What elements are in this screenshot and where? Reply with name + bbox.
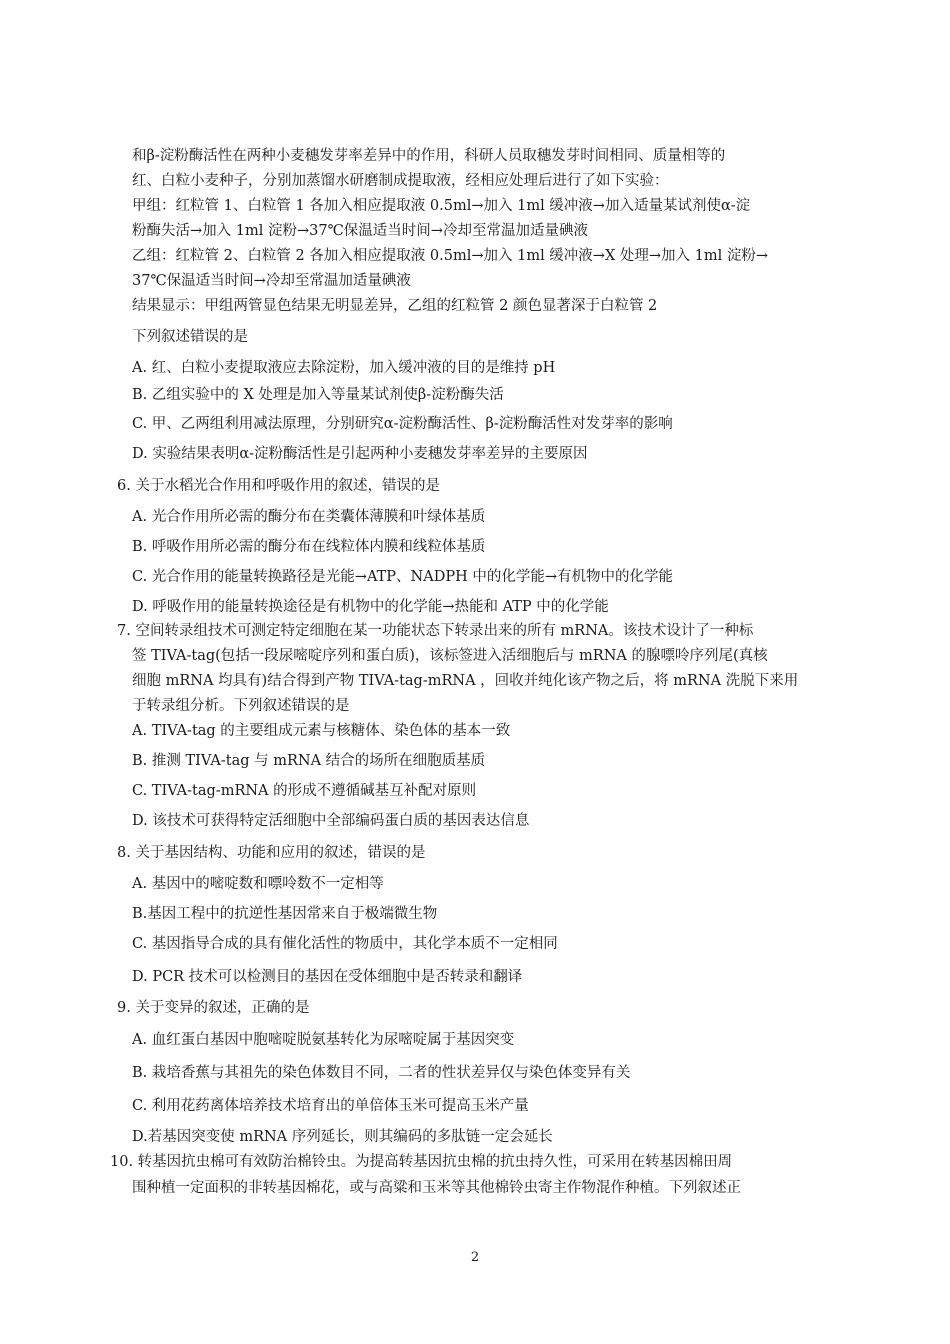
intro-line: 乙组：红粒管 2、白粒管 2 各加入相应提取液 0.5ml→加入 1ml 缓冲液→X 处理→加入 1ml 淀粉→ (132, 248, 769, 264)
question-10-stem: 围种植一定面积的非转基因棉花，或与高粱和玉米等其他棉铃虫寄主作物混作种植。下列叙述正 (132, 1180, 741, 1196)
question-7-stem: 细胞 mRNA 均具有)结合得到产物 TIVA-tag-mRNA ，回收并纯化该产物之后，将 mRNA 洗脱下来用 (132, 673, 799, 689)
option-c: C. 甲、乙两组利用减法原理，分别研究α-淀粉酶活性、β-淀粉酶活性对发芽率的影响 (132, 416, 673, 432)
option-c: C. 利用花药离体培养技术培育出的单倍体玉米可提高玉米产量 (132, 1098, 529, 1114)
option-d: D. 实验结果表明α-淀粉酶活性是引起两种小麦穗发芽率差异的主要原因 (132, 446, 588, 462)
intro-line: 结果显示：甲组两管显色结果无明显差异，乙组的红粒管 2 颜色显著深于白粒管 2 (132, 298, 658, 314)
option-d: D. PCR 技术可以检测目的基因在受体细胞中是否转录和翻译 (132, 969, 523, 985)
option-a: A. 红、白粒小麦提取液应去除淀粉，加入缓冲液的目的是维持 pH (132, 360, 556, 376)
question-prompt: 下列叙述错误的是 (132, 329, 248, 345)
option-a: A. 血红蛋白基因中胞嘧啶脱氨基转化为尿嘧啶属于基因突变 (132, 1032, 515, 1048)
option-b: B. 乙组实验中的 X 处理是加入等量某试剂使β-淀粉酶失活 (132, 387, 504, 403)
question-7-stem: 7. 空间转录组技术可测定特定细胞在某一功能状态下转录出来的所有 mRNA。该技术设计了一种标 (117, 623, 754, 639)
intro-line: 红、白粒小麦种子，分别加蒸馏水研磨制成提取液，经相应处理后进行了如下实验： (132, 173, 669, 189)
intro-line: 和β-淀粉酶活性在两种小麦穗发芽率差异中的作用，科研人员取穗发芽时间相同、质量相等的 (132, 148, 726, 164)
option-a: A. 光合作用所必需的酶分布在类囊体薄膜和叶绿体基质 (132, 509, 486, 525)
question-7-stem: 签 TIVA-tag(包括一段尿嘧啶序列和蛋白质)，该标签进入活细胞后与 mRNA 的腺嘌呤序列尾(真核 (132, 648, 768, 664)
option-c: C. 基因指导合成的具有催化活性的物质中，其化学本质不一定相同 (132, 936, 558, 952)
page-number: 2 (470, 1250, 480, 1265)
intro-line: 甲组：红粒管 1、白粒管 1 各加入相应提取液 0.5ml→加入 1ml 缓冲液→加入适量某试剂使α-淀 (132, 198, 751, 214)
option-d: D.若基因突变使 mRNA 序列延长，则其编码的多肽链一定会延长 (132, 1129, 553, 1145)
question-9-stem: 9. 关于变异的叙述，正确的是 (117, 1000, 310, 1016)
option-d: D. 该技术可获得特定活细胞中全部编码蛋白质的基因表达信息 (132, 813, 530, 829)
question-7-stem: 于转录组分析。下列叙述错误的是 (132, 698, 350, 714)
intro-line: 粉酶失活→加入 1ml 淀粉→37℃保温适当时间→冷却至常温加适量碘液 (132, 223, 588, 239)
intro-line: 37℃保温适当时间→冷却至常温加适量碘液 (132, 273, 411, 289)
question-6-stem: 6. 关于水稻光合作用和呼吸作用的叙述，错误的是 (117, 478, 440, 494)
option-a: A. 基因中的嘧啶数和嘌呤数不一定相等 (132, 876, 384, 892)
option-b: B.基因工程中的抗逆性基因常来自于极端微生物 (132, 906, 438, 922)
option-a: A. TIVA-tag 的主要组成元素与核糖体、染色体的基本一致 (132, 723, 511, 739)
option-c: C. 光合作用的能量转换路径是光能→ATP、NADPH 中的化学能→有机物中的化学能 (132, 569, 673, 585)
option-b: B. 栽培香蕉与其祖先的染色体数目不同，二者的性状差异仅与染色体变异有关 (132, 1065, 631, 1081)
option-b: B. 呼吸作用所必需的酶分布在线粒体内膜和线粒体基质 (132, 539, 486, 555)
option-b: B. 推测 TIVA-tag 与 mRNA 结合的场所在细胞质基质 (132, 753, 486, 769)
question-10-stem: 10. 转基因抗虫棉可有效防治棉铃虫。为提高转基因抗虫棉的抗虫持久性，可采用在转基因棉田周 (110, 1154, 733, 1170)
option-d: D. 呼吸作用的能量转换途径是有机物中的化学能→热能和 ATP 中的化学能 (132, 599, 609, 615)
question-8-stem: 8. 关于基因结构、功能和应用的叙述，错误的是 (117, 845, 426, 861)
option-c: C. TIVA-tag-mRNA 的形成不遵循碱基互补配对原则 (132, 783, 477, 799)
